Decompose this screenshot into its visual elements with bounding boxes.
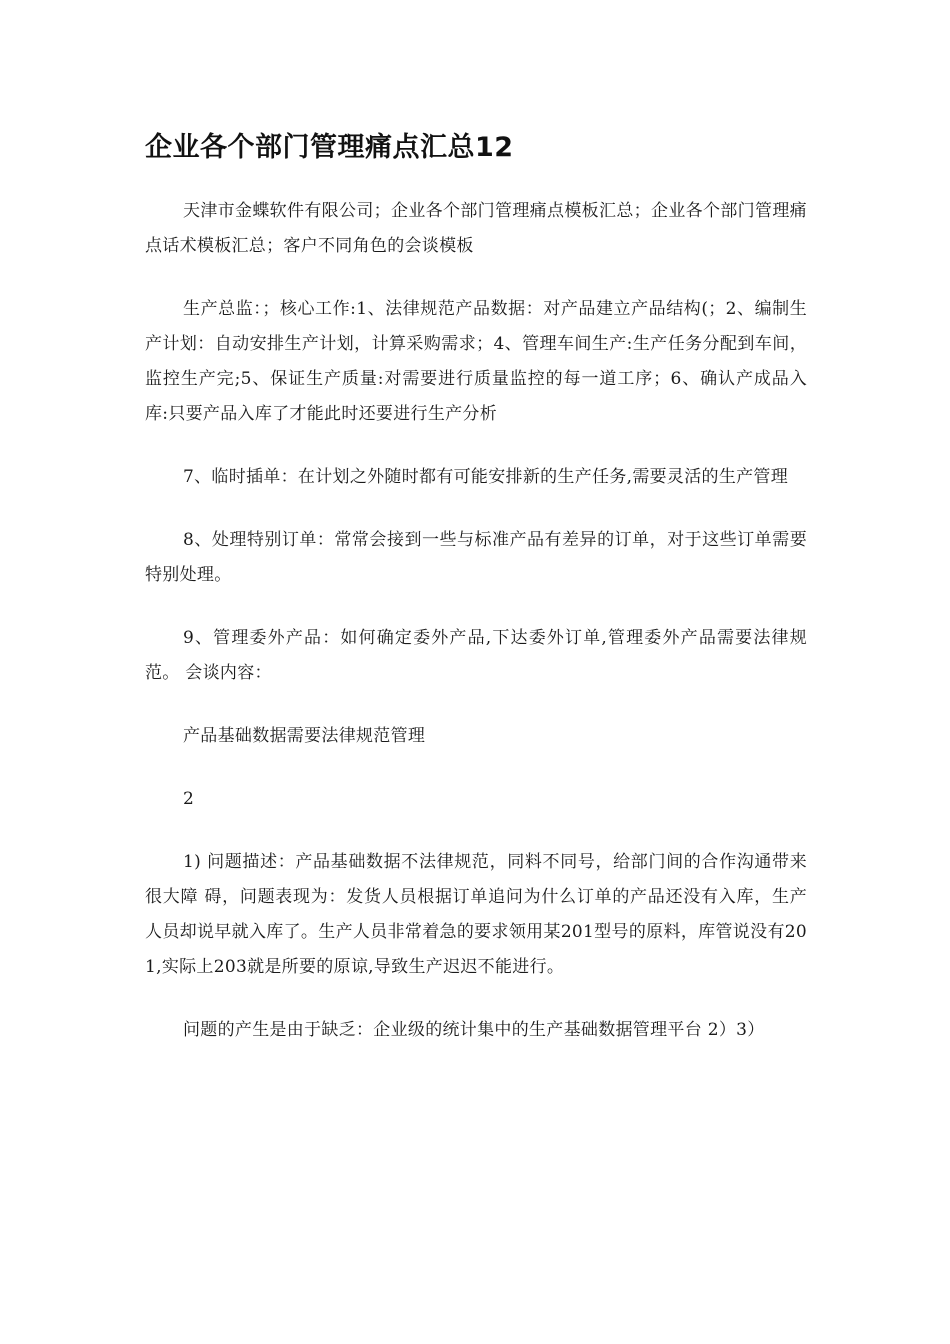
paragraph-number: 2 — [183, 789, 195, 809]
document-title: 企业各个部门管理痛点汇总12 — [145, 132, 514, 163]
paragraph-problem-description: 1) 问题描述：产品基础数据不法律规范，同料不同号，给部门间的合作沟通带来很大障 碍，问题表现为：发货人员根据订单追问为什么订单的产品还没有入库，生产人员却说早就入库了。生产人员非常着急的要求领用某201型号的原料，库管说没有201,实际上203就是所要的原谅,导致生产迟迟不能进行。 — [145, 852, 807, 977]
paragraph-outsourcing: 9、管理委外产品：如何确定委外产品,下达委外订单,管理委外产品需要法律规范。 会谈内容： — [145, 628, 807, 683]
paragraph-company-intro: 天津市金蝶软件有限公司；企业各个部门管理痛点模板汇总；企业各个部门管理痛点话术模板汇总；客户不同角色的会谈模板 — [145, 201, 807, 256]
document-body — [145, 128, 807, 1076]
paragraph-problem-cause: 问题的产生是由于缺乏：企业级的统计集中的生产基础数据管理平台 2）3） — [183, 1020, 765, 1040]
paragraph-production-director: 生产总监：；核心工作:1、法律规范产品数据：对产品建立产品结构(；2、编制生产计划：自动安排生产计划，计算采购需求；4、管理车间生产:生产任务分配到车间，监控生产完;5、保证生产质量:对需要进行质量监控的每一道工序；6、确认产成品入库:只要产品入库了才能此时还要进行生产分析 — [145, 299, 807, 424]
paragraph-special-orders: 8、处理特别订单：常常会接到一些与标准产品有差异的订单，对于这些订单需要特别处理。 — [145, 530, 807, 585]
paragraph-base-data-heading: 产品基础数据需要法律规范管理 — [183, 726, 426, 746]
paragraph-urgent-orders: 7、临时插单：在计划之外随时都有可能安排新的生产任务,需要灵活的生产管理 — [183, 467, 789, 487]
